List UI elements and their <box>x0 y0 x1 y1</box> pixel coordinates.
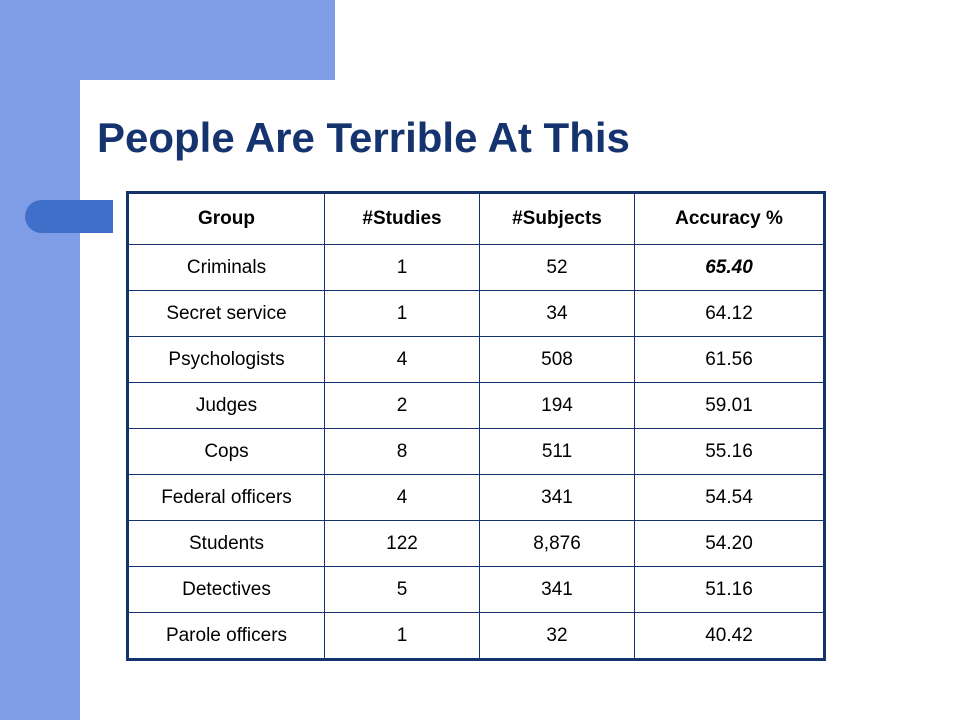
cell-studies: 8 <box>325 429 480 475</box>
header-subjects: #Subjects <box>480 193 635 245</box>
table-row <box>128 245 825 291</box>
table-row <box>128 567 825 613</box>
cell-accuracy: 51.16 <box>635 567 825 613</box>
cell-subjects: 32 <box>480 613 635 660</box>
table-row <box>128 521 825 567</box>
cell-studies: 2 <box>325 383 480 429</box>
table-row <box>128 337 825 383</box>
cell-group: Detectives <box>128 567 325 613</box>
cell-subjects: 34 <box>480 291 635 337</box>
cell-group: Students <box>128 521 325 567</box>
cell-accuracy: 40.42 <box>635 613 825 660</box>
cell-group: Cops <box>128 429 325 475</box>
cell-subjects: 52 <box>480 245 635 291</box>
cell-group: Judges <box>128 383 325 429</box>
cell-accuracy-highlight: 65.40 <box>635 245 825 291</box>
cell-subjects: 194 <box>480 383 635 429</box>
cell-studies: 5 <box>325 567 480 613</box>
cell-subjects: 8,876 <box>480 521 635 567</box>
table-row <box>128 475 825 521</box>
table-row <box>128 291 825 337</box>
cell-studies: 122 <box>325 521 480 567</box>
cell-studies: 1 <box>325 291 480 337</box>
results-table <box>126 191 826 661</box>
cell-accuracy: 55.16 <box>635 429 825 475</box>
cell-accuracy: 64.12 <box>635 291 825 337</box>
cell-group: Secret service <box>128 291 325 337</box>
cell-subjects: 511 <box>480 429 635 475</box>
table-header-row <box>128 193 825 245</box>
table-row <box>128 429 825 475</box>
cell-studies: 4 <box>325 475 480 521</box>
cell-subjects: 508 <box>480 337 635 383</box>
slide-title: People Are Terrible At This <box>97 114 630 161</box>
cell-studies: 1 <box>325 613 480 660</box>
slide-decoration-left-bar <box>0 0 80 720</box>
cell-group: Federal officers <box>128 475 325 521</box>
cell-subjects: 341 <box>480 475 635 521</box>
cell-studies: 4 <box>325 337 480 383</box>
header-group: Group <box>128 193 325 245</box>
cell-group: Parole officers <box>128 613 325 660</box>
cell-subjects: 341 <box>480 567 635 613</box>
cell-accuracy: 61.56 <box>635 337 825 383</box>
cell-studies: 1 <box>325 245 480 291</box>
table-row <box>128 613 825 660</box>
slide-decoration-pill <box>25 200 113 233</box>
cell-accuracy: 59.01 <box>635 383 825 429</box>
cell-group: Criminals <box>128 245 325 291</box>
header-accuracy: Accuracy % <box>635 193 825 245</box>
cell-accuracy: 54.54 <box>635 475 825 521</box>
table-row <box>128 383 825 429</box>
cell-group: Psychologists <box>128 337 325 383</box>
slide-decoration-top-bar <box>0 0 335 80</box>
header-studies: #Studies <box>325 193 480 245</box>
cell-accuracy: 54.20 <box>635 521 825 567</box>
